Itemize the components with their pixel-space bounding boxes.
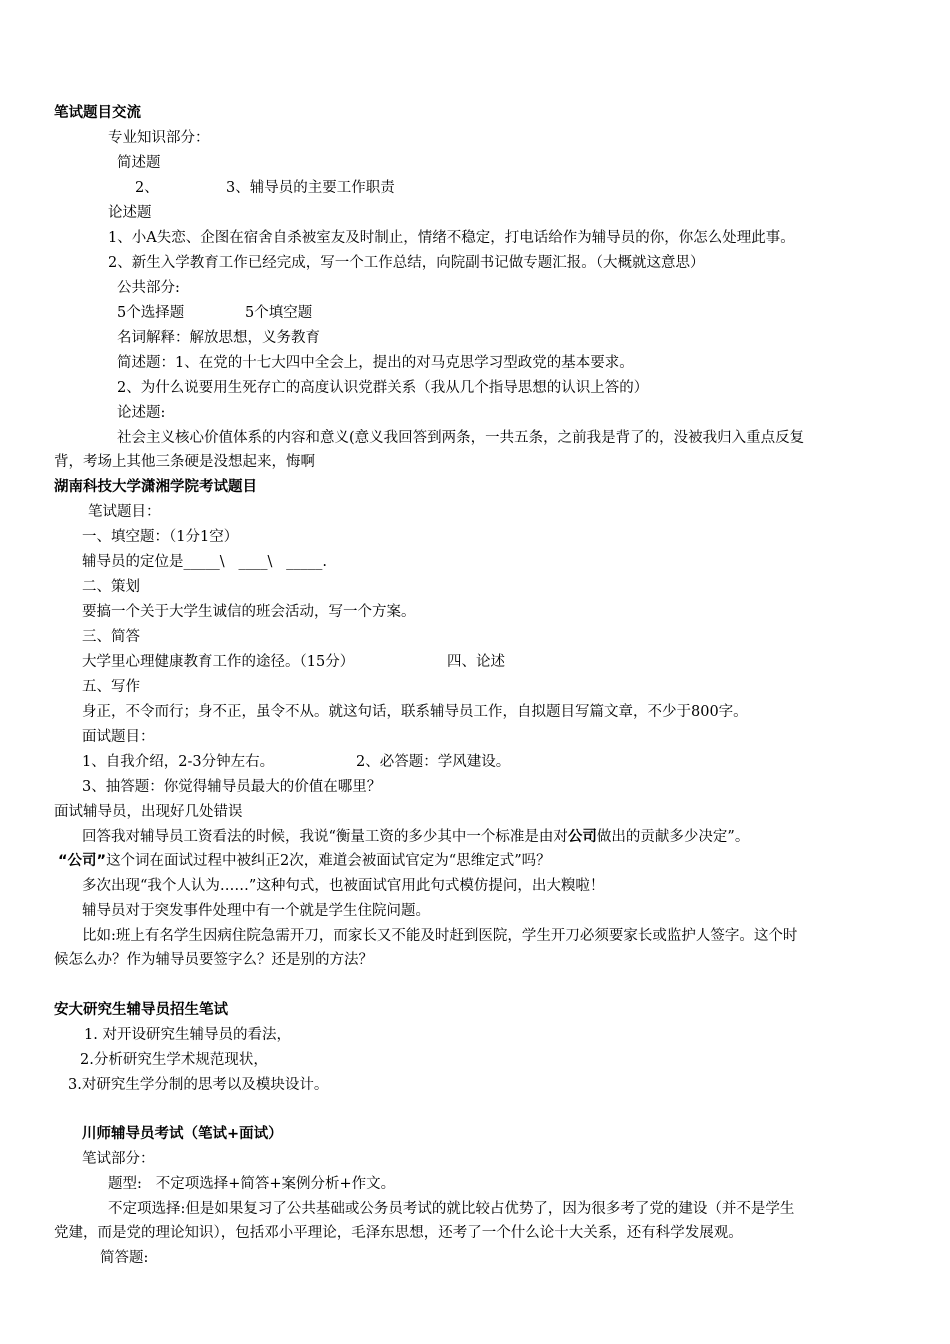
text-line — [82, 827, 749, 847]
text-line: 专业知识部分： — [108, 130, 210, 146]
section-title: 安大研究生辅导员招生笔试 — [54, 1002, 228, 1018]
text-line: 面试辅导员，出现好几处错误 — [54, 804, 243, 820]
text-line: 5个填空题 — [245, 305, 313, 321]
text-span: 做出的贡献多少决定”。 — [596, 829, 750, 845]
text-line: 简述题 — [117, 155, 161, 171]
text-line: 五、写作 — [82, 679, 140, 695]
text-line: 1、自我介绍，2-3分钟左右。 — [82, 754, 275, 770]
text-line: 2、为什么说要用生死存亡的高度认识党群关系（我从几个指导思想的认识上答的） — [117, 380, 649, 396]
text-line: 四、论述 — [447, 654, 505, 670]
text-line: 多次出现“我个人认为……”这种句式，也被面试官用此句式模仿提问，出大糗啦！ — [82, 878, 605, 894]
text-line: 比如:班上有名学生因病住院急需开刀，而家长又不能及时赶到医院，学生开刀必须要家长或监护人签字。这个时 — [82, 928, 798, 944]
text-line: 候怎么办？作为辅导员要签字么？还是别的方法？ — [54, 952, 373, 968]
text-span: 这个词在面试过程中被纠正2次，难道会被面试官定为“思维定式”吗？ — [106, 853, 551, 869]
text-line: 党建，而是党的理论知识），包括邓小平理论，毛泽东思想，还考了一个什么论十大关系，还有科学发展观。 — [54, 1225, 743, 1241]
text-line: 3、辅导员的主要工作职责 — [226, 180, 395, 196]
section-title: 笔试题目交流 — [54, 105, 141, 121]
text-line: 2、新生入学教育工作已经完成，写一个工作总结，向院副书记做专题汇报。（大概就这意思） — [108, 255, 705, 271]
text-line: 1、小A失恋、企图在宿舍自杀被室友及时制止，情绪不稳定，打电话给作为辅导员的你，你怎么处理此事。 — [108, 230, 795, 246]
text-line: 公共部分: — [117, 280, 180, 296]
text-line: 简述题：1、在党的十七大四中全会上，提出的对马克思学习型政党的基本要求。 — [117, 355, 634, 371]
text-line: 题型: 不定项选择+简答+案例分析+作文。 — [108, 1176, 396, 1192]
text-line: 辅导员的定位是_____\ ____\ _____. — [82, 554, 328, 570]
text-line: 背，考场上其他三条硬是没想起来，悔啊 — [54, 454, 315, 470]
section-title: 湖南科技大学潇湘学院考试题目 — [54, 479, 257, 495]
text-line: 二、策划 — [82, 579, 140, 595]
text-line: 身正，不令而行；身不正，虽令不从。就这句话，联系辅导员工作，自拟题目写篇文章，不少于800字。 — [82, 704, 748, 720]
text-line — [58, 851, 551, 871]
text-line: 2、必答题：学风建设。 — [356, 754, 511, 770]
text-line: 一、填空题：（1分1空） — [82, 529, 239, 545]
text-line: 要搞一个关于大学生诚信的班会活动，写一个方案。 — [82, 604, 416, 620]
text-line: 2.分析研究生学术规范现状， — [80, 1052, 268, 1068]
text-line: 三、简答 — [82, 629, 140, 645]
text-line: 面试题目： — [82, 729, 155, 745]
text-line: 名词解释：解放思想，义务教育 — [117, 330, 320, 346]
text-line: 论述题: — [117, 405, 166, 421]
text-line: 辅导员对于突发事件处理中有一个就是学生住院问题。 — [82, 903, 430, 919]
emphasis-text: 公司 — [567, 829, 597, 845]
text-line: 不定项选择:但是如果复习了公共基础或公务员考试的就比较占优势了，因为很多考了党的建设（并不是学生 — [108, 1201, 795, 1217]
text-line: 5个选择题 — [117, 305, 185, 321]
text-line: 3、抽答题：你觉得辅导员最大的价值在哪里？ — [82, 779, 382, 795]
text-line: 3.对研究生学分制的思考以及模块设计。 — [68, 1077, 329, 1093]
text-line: 论述题 — [108, 205, 152, 221]
text-span: 回答我对辅导员工资看法的时候，我说“衡量工资的多少其中一个标准是由对 — [82, 829, 568, 845]
text-line: 1. 对开设研究生辅导员的看法， — [84, 1027, 291, 1043]
emphasis-text: “公司” — [58, 853, 107, 869]
text-line: 社会主义核心价值体系的内容和意义(意义我回答到两条，一共五条，之前我是背了的，没被我归入重点反复 — [117, 430, 805, 446]
text-line: 2、 — [135, 180, 159, 196]
text-line: 简答题: — [100, 1250, 149, 1266]
text-line: 笔试题目： — [88, 504, 161, 520]
text-line: 笔试部分： — [82, 1151, 155, 1167]
text-line: 大学里心理健康教育工作的途径。（15分） — [82, 654, 355, 670]
section-title: 川师辅导员考试（笔试+面试） — [82, 1126, 283, 1142]
